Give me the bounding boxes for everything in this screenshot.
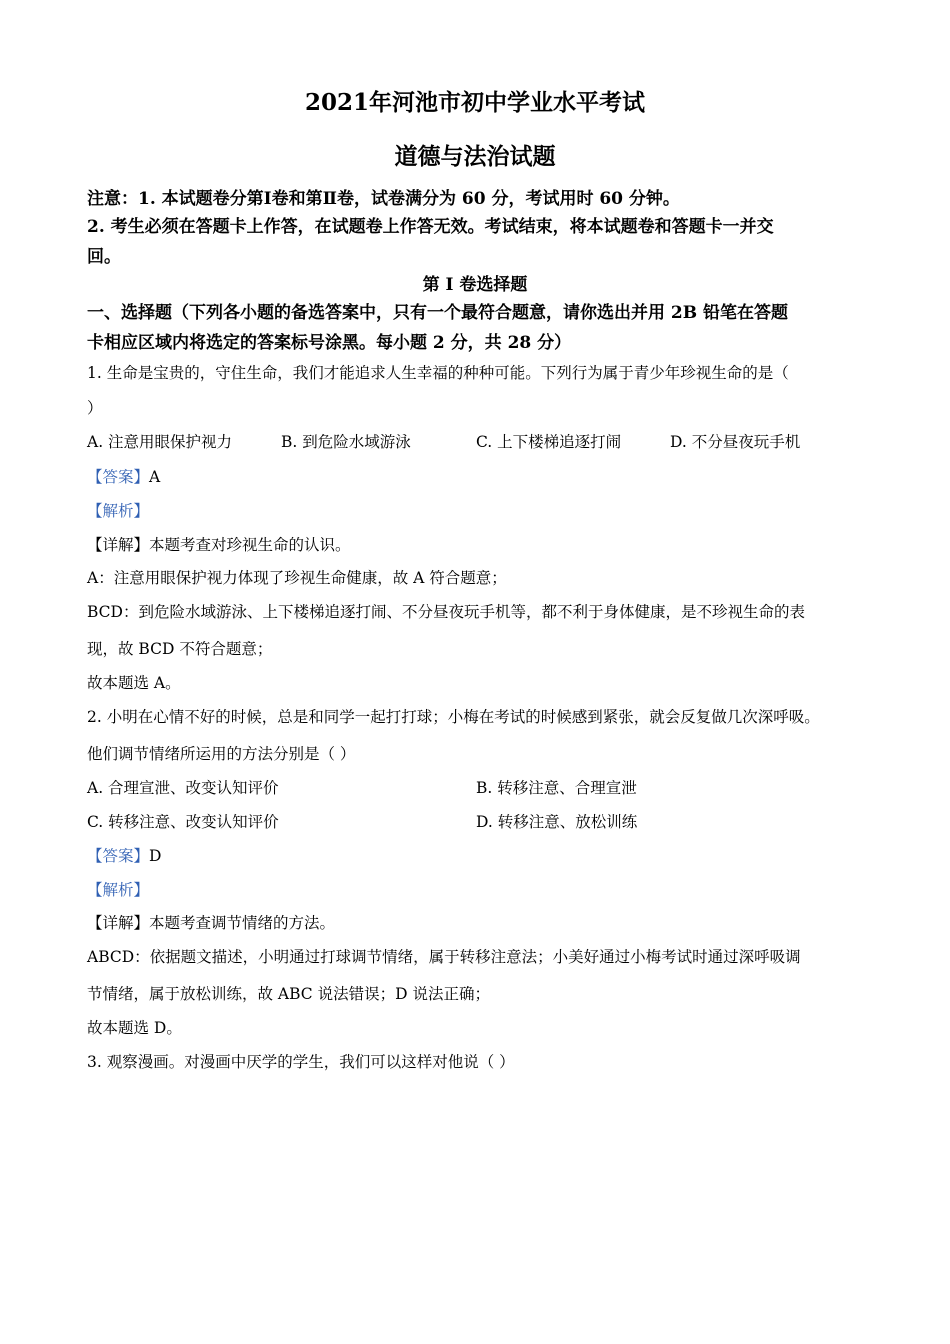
q1-conclusion: 故本题选 A。	[87, 674, 181, 692]
q2-explain-1: ABCD：依据题文描述，小明通过打球调节情绪，属于转移注意法；小美好通过小梅考试时通过深呼吸调	[87, 948, 801, 966]
q1-answer	[87, 466, 877, 488]
exam-subtitle: 道德与法治试题	[394, 143, 556, 170]
notice-line-3: 回。	[87, 247, 121, 267]
part-title: 第 I 卷选择题	[422, 275, 528, 295]
answer-label: 【答案】	[87, 847, 150, 865]
q1-option-a: A. 注意用眼保护视力	[87, 433, 233, 451]
q1-stem-2: ）	[87, 399, 103, 417]
notice-line-1: 注意：1. 本试题卷分第Ⅰ卷和第Ⅱ卷，试卷满分为 60 分，考试用时 60 分钟。	[87, 189, 680, 209]
q1-option-d: D. 不分昼夜玩手机	[670, 433, 801, 451]
answer-value: A	[149, 468, 161, 486]
q2-stem-1: 2. 小明在心情不好的时候，总是和同学一起打打球；小梅在考试的时候感到紧张，就会反复做几次深呼吸。	[87, 708, 820, 726]
q1-explain-2: BCD：到危险水域游泳、上下楼梯追逐打闹、不分昼夜玩手机等，都不利于身体健康，是不珍视生命的表	[87, 603, 805, 621]
answer-label: 【答案】	[87, 468, 150, 486]
q1-analysis-label: 【解析】	[87, 502, 150, 520]
q1-explain-1: A：注意用眼保护视力体现了珍视生命健康，故 A 符合题意；	[87, 569, 507, 587]
q2-conclusion: 故本题选 D。	[87, 1019, 182, 1037]
q2-analysis-label: 【解析】	[87, 881, 150, 899]
q2-option-a: A. 合理宣泄、改变认知评价	[87, 779, 279, 797]
q2-stem-2: 他们调节情绪所运用的方法分别是（ ）	[87, 745, 356, 763]
q2-option-c: C. 转移注意、改变认知评价	[87, 813, 279, 831]
q2-explain-2: 节情绪，属于放松训练，故 ABC 说法错误；D 说法正确；	[87, 985, 490, 1003]
notice-line-2: 2. 考生必须在答题卡上作答，在试题卷上作答无效。考试结束，将本试题卷和答题卡一并交	[87, 217, 774, 237]
q1-explain-3: 现，故 BCD 不符合题意；	[87, 640, 273, 658]
q2-answer	[87, 845, 877, 867]
q2-detail: 【详解】本题考查调节情绪的方法。	[87, 914, 336, 932]
q2-option-d: D. 转移注意、放松训练	[476, 813, 638, 831]
q3-stem-1: 3. 观察漫画。对漫画中厌学的学生，我们可以这样对他说（ ）	[87, 1053, 515, 1071]
q1-option-c: C. 上下楼梯追逐打闹	[476, 433, 622, 451]
section-heading-1: 一、选择题（下列各小题的备选答案中，只有一个最符合题意，请你选出并用 2B 铅笔在答题	[87, 303, 789, 323]
section-heading-2: 卡相应区域内将选定的答案标号涂黑。每小题 2 分，共 28 分）	[87, 333, 572, 353]
q1-stem-1: 1. 生命是宝贵的，守住生命，我们才能追求人生幸福的种种可能。下列行为属于青少年珍视生命的是（	[87, 364, 789, 382]
exam-title: 2021年河池市初中学业水平考试	[304, 89, 645, 116]
q2-option-b: B. 转移注意、合理宣泄	[476, 779, 637, 797]
q1-detail: 【详解】本题考查对珍视生命的认识。	[87, 536, 351, 554]
q1-option-b: B. 到危险水域游泳	[281, 433, 411, 451]
answer-value: D	[149, 847, 162, 865]
